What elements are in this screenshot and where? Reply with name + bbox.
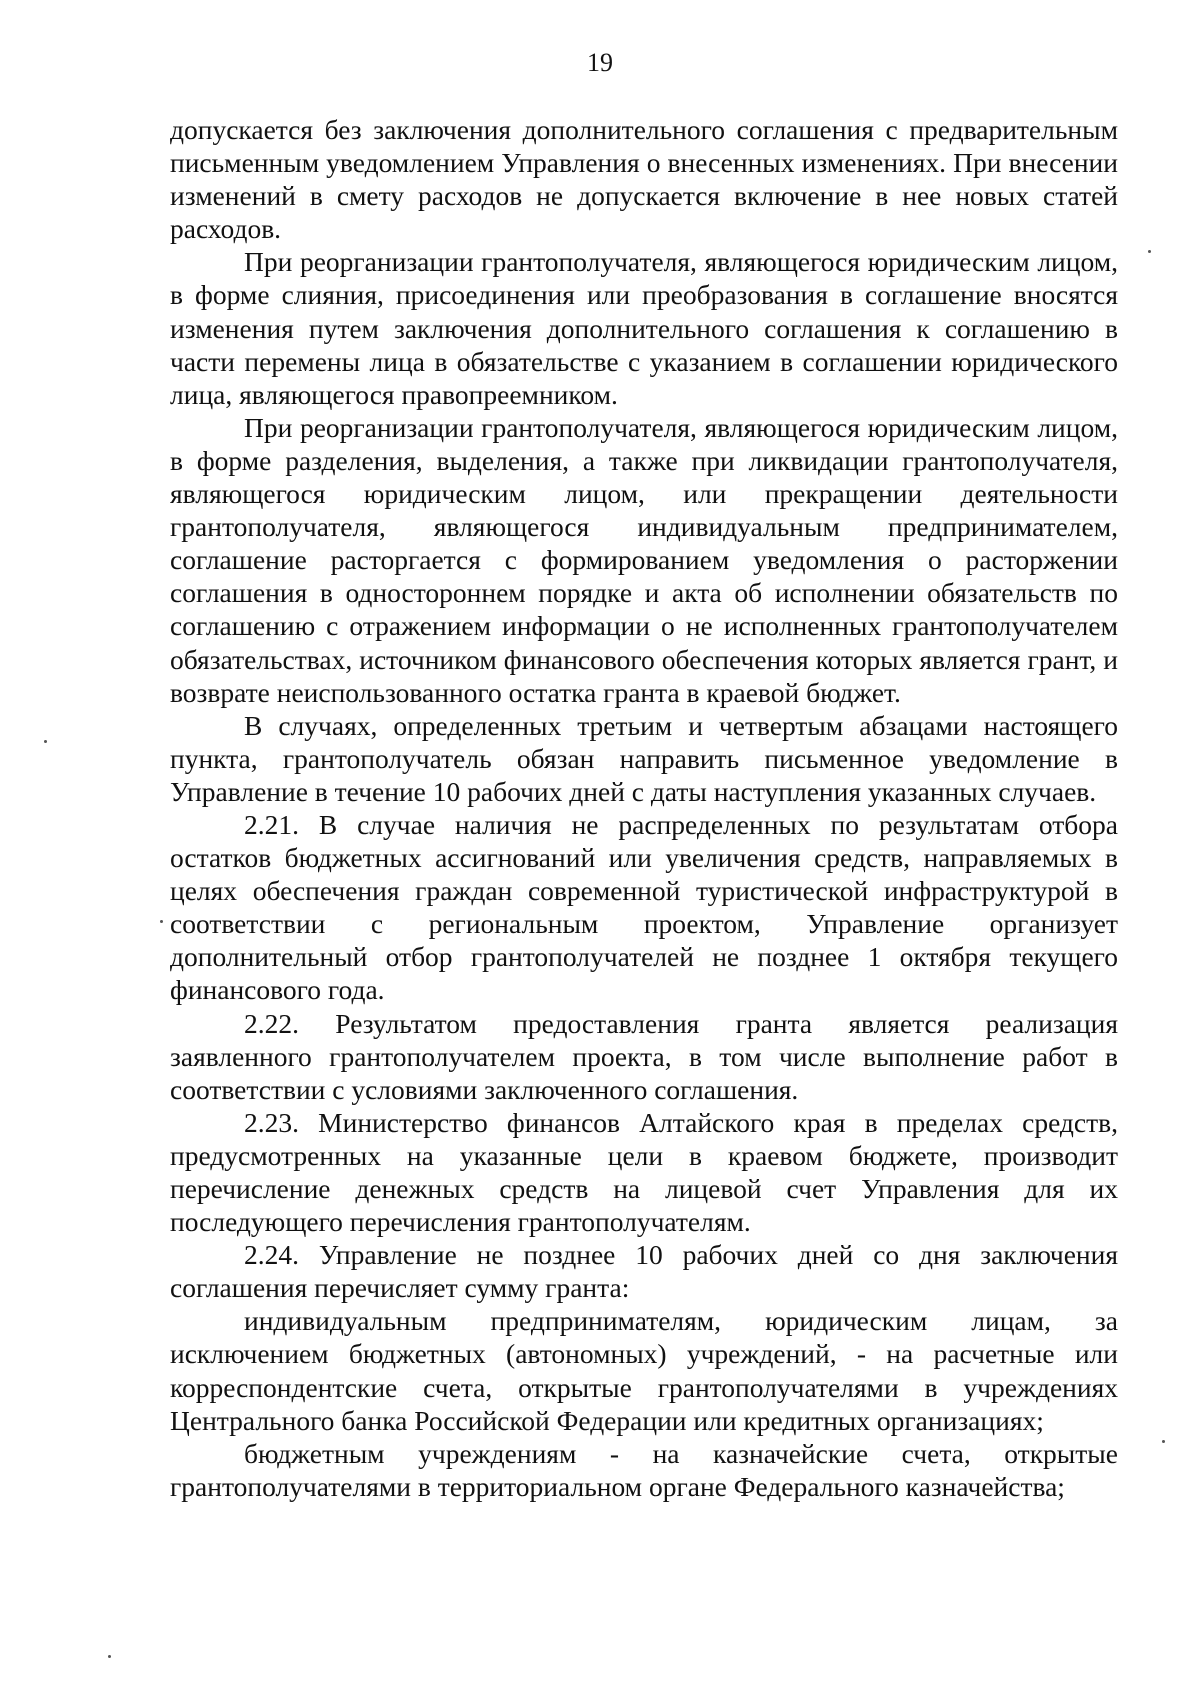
page-number: 19 — [587, 48, 613, 77]
paragraph-reorganization-merger: При реорганизации грантополучателя, являющегося юридическим лицом, в форме слияния, присоединения или преобразования в соглашение вносятся изменения путем заключения дополнительного соглашения к соглашению в части перемены лица в обязательстве с указанием в соглашении юридического лица, являющегося правопреемником. — [170, 246, 1118, 410]
scan-speck — [1162, 1440, 1165, 1443]
scan-speck — [44, 740, 47, 743]
paragraph-entrepreneurs-accounts: индивидуальным предпринимателям, юридическим лицам, за исключением бюджетных (автономных) учреждений, - на расчетные или корреспондентские счета, открытые грантополучателями в учреждениях Центрального банка Российской Федерации или кредитных организациях; — [170, 1305, 1118, 1436]
paragraph-budget-institutions-accounts: бюджетным учреждениям - на казначейские счета, открытые грантополучателями в территориальном органе Федерального казначейства; — [170, 1437, 1118, 1502]
document-body — [170, 113, 1118, 1503]
paragraph-2-21: 2.21. В случае наличия не распределенных по результатам отбора остатков бюджетных ассигнований или увеличения средств, направляемых в целях обеспечения граждан современной туристической инфраструктурой в соответствии с региональным проектом, Управление организует дополнительный отбор грантополучателей не позднее 1 октября текущего финансового года. — [170, 808, 1118, 1006]
scan-speck — [160, 920, 163, 923]
paragraph-notification-obligation: В случаях, определенных третьим и четвертым абзацами настоящего пункта, грантополучатель обязан направить письменное уведомление в Управление в течение 10 рабочих дней с даты наступления указанных случаев. — [170, 709, 1118, 807]
paragraph-2-23: 2.23. Министерство финансов Алтайского края в пределах средств, предусмотренных на указанные цели в краевом бюджете, производит перечисление денежных средств на лицевой счет Управления для их последующего перечисления грантополучателям. — [170, 1106, 1118, 1238]
paragraph-2-24: 2.24. Управление не позднее 10 рабочих дней со дня заключения соглашения перечисляет сумму гранта: — [170, 1239, 1118, 1304]
scan-speck — [1148, 250, 1151, 253]
paragraph-2-22: 2.22. Результатом предоставления гранта является реализация заявленного грантополучателем проекта, в том числе выполнение работ в соответствии с условиями заключенного соглашения. — [170, 1007, 1118, 1105]
paragraph-reorganization-division: При реорганизации грантополучателя, являющегося юридическим лицом, в форме разделения, выделения, а также при ликвидации грантополучателя, являющегося юридическим лицом, или прекращении деятельности грантополучателя, являющегося индивидуальным предпринимателем, соглашение расторгается с формированием уведомления о расторжении соглашения в одностороннем порядке и акта об исполнении обязательств по соглашению с отражением информации о не исполненных грантополучателем обязательствах, источником финансового обеспечения которых является грант, и возврате неиспользованного остатка гранта в краевой бюджет. — [170, 411, 1118, 708]
scan-speck — [108, 1655, 111, 1658]
paragraph-continuation: допускается без заключения дополнительного соглашения с предварительным письменным уведомлением Управления о внесенных изменениях. При внесении изменений в смету расходов не допускается включение в нее новых статей расходов. — [170, 114, 1118, 245]
